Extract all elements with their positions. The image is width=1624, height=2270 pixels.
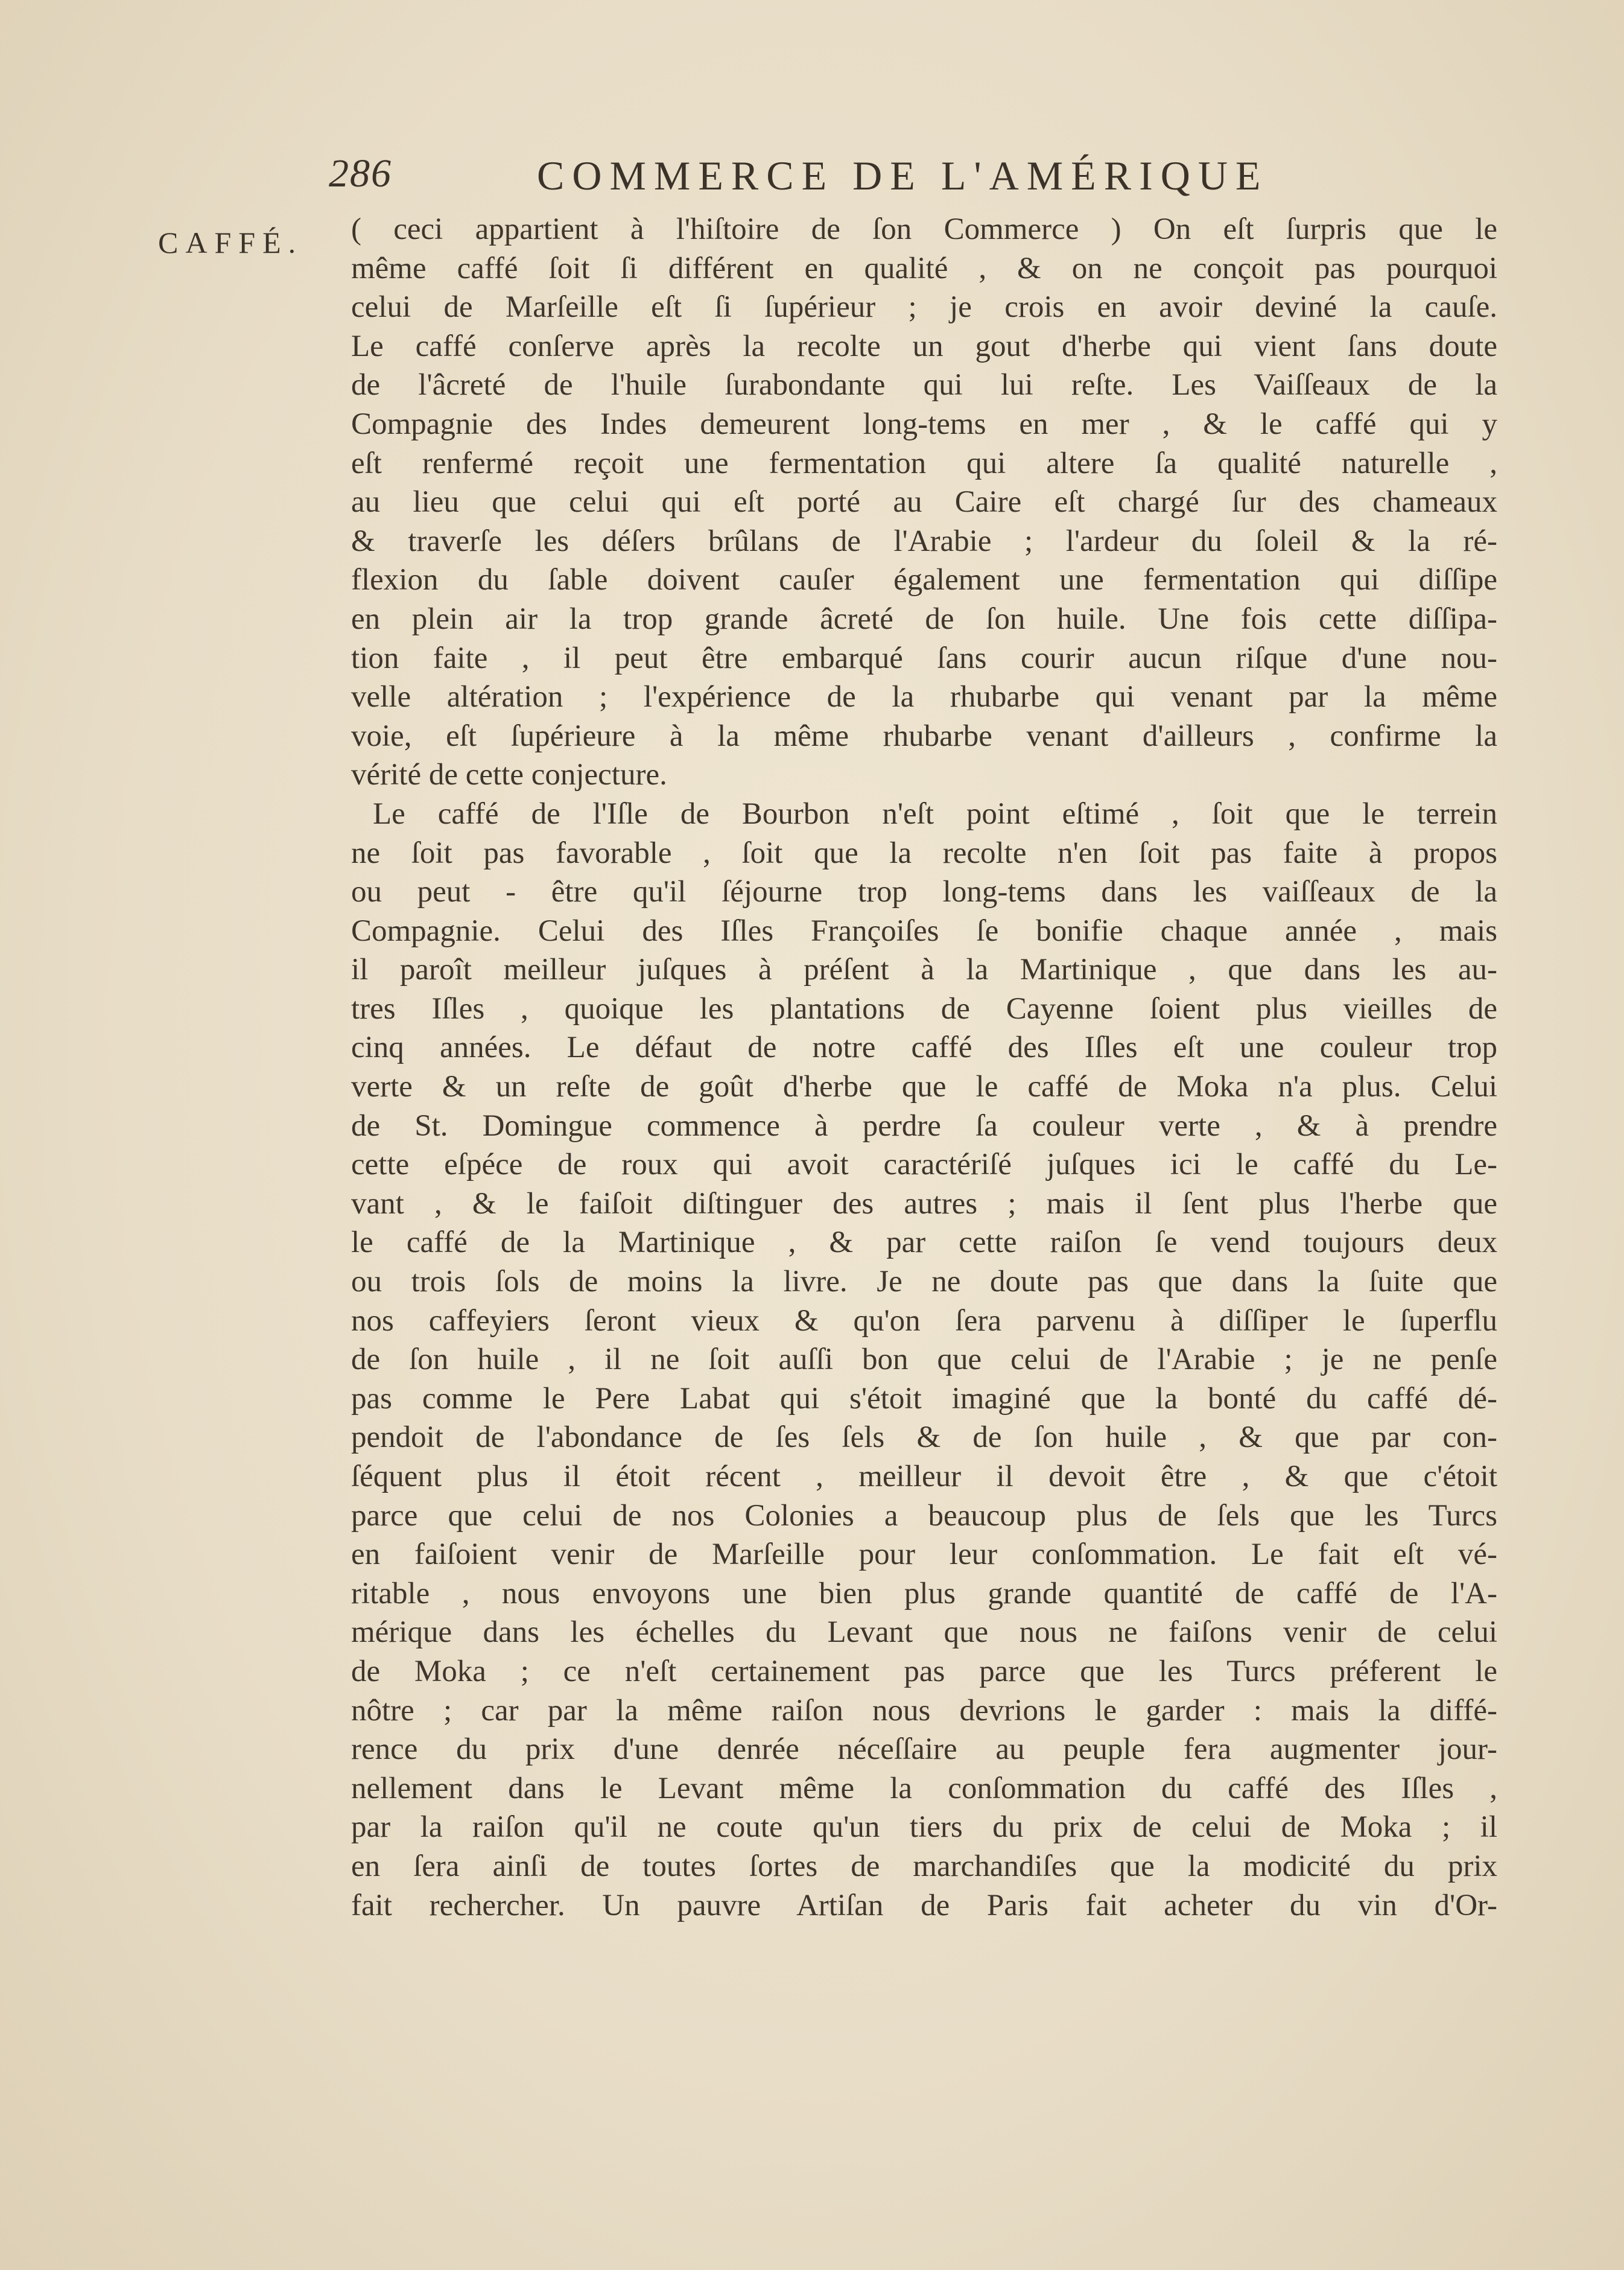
text-line: eſt renfermé reçoit une fermentation qui altere ſa qualité naturelle , — [351, 446, 1497, 480]
text-line: verte & un reſte de goût d'herbe que le caffé de Moka n'a plus. Celui — [351, 1070, 1497, 1104]
text-line: voie, eſt ſupérieure à la même rhubarbe venant d'ailleurs , confirme la — [351, 719, 1497, 753]
body-text — [351, 210, 1497, 1925]
text-line: fait rechercher. Un pauvre Artiſan de Paris fait acheter du vin d'Or- — [351, 1888, 1497, 1922]
text-line: & traverſe les déſers brûlans de l'Arabie ; l'ardeur du ſoleil & la ré- — [351, 524, 1497, 558]
text-line: Le caffé de l'Iſle de Bourbon n'eſt point eſtimé , ſoit que le terrein — [373, 796, 1497, 831]
text-line: Compagnie des Indes demeurent long-tems en mer , & le caffé qui y — [351, 407, 1497, 441]
text-line: parce que celui de nos Colonies a beaucoup plus de ſels que les Turcs — [351, 1498, 1497, 1533]
text-line: Compagnie. Celui des Iſles Françoiſes ſe bonifie chaque année , mais — [351, 914, 1497, 948]
text-line: le caffé de la Martinique , & par cette raiſon ſe vend toujours deux — [351, 1226, 1497, 1260]
text-line: velle altération ; l'expérience de la rhubarbe qui venant par la même — [351, 680, 1497, 714]
text-line: en plein air la trop grande âcreté de ſon huile. Une fois cette diſſipa- — [351, 602, 1497, 636]
text-line: de Moka ; ce n'eſt certainement pas parce que les Turcs préferent le — [351, 1654, 1497, 1688]
text-line: nos caffeyiers ſeront vieux & qu'on ſera parvenu à diſſiper le ſuperflu — [351, 1303, 1497, 1338]
text-line: tres Iſles , quoique les plantations de Cayenne ſoient plus vieilles de — [351, 991, 1497, 1026]
text-line: rence du prix d'une denrée néceſſaire au peuple fera augmenter jour- — [351, 1732, 1497, 1767]
paragraph-2 — [351, 795, 1497, 1925]
text-line: de l'âcreté de l'huile ſurabondante qui lui reſte. Les Vaiſſeaux de la — [351, 368, 1497, 402]
text-line: flexion du ſable doivent cauſer également une fermentation qui diſſipe — [351, 563, 1497, 597]
text-line: nôtre ; car par la même raiſon nous devrions le garder : mais la diffé- — [351, 1693, 1497, 1728]
page-header — [329, 139, 1366, 205]
text-line: par la raiſon qu'il ne coute qu'un tiers du prix de celui de Moka ; il — [351, 1810, 1497, 1845]
text-line: en ſera ainſi de toutes ſortes de marchandiſes que la modicité du prix — [351, 1849, 1497, 1883]
text-line: pas comme le Pere Labat qui s'étoit imaginé que la bonté du caffé dé- — [351, 1381, 1497, 1416]
text-line: celui de Marſeille eſt ſi ſupérieur ; je crois en avoir deviné la cauſe. — [351, 290, 1497, 325]
paragraph-1 — [351, 210, 1497, 795]
text-line: ou peut - être qu'il ſéjourne trop long-tems dans les vaiſſeaux de la — [351, 875, 1497, 909]
text-line: Le caffé conſerve après la recolte un gout d'herbe qui vient ſans doute — [351, 329, 1497, 363]
text-line: au lieu que celui qui eſt porté au Caire eſt chargé ſur des chameaux — [351, 485, 1497, 520]
text-line: pendoit de l'abondance de ſes ſels & de ſon huile , & que par con- — [351, 1420, 1497, 1455]
text-line: de St. Domingue commence à perdre ſa couleur verte , & à prendre — [351, 1108, 1497, 1143]
text-line: vant , & le faiſoit diſtinguer des autres ; mais il ſent plus l'herbe que — [351, 1186, 1497, 1221]
text-line: ſéquent plus il étoit récent , meilleur il devoit être , & que c'étoit — [351, 1460, 1497, 1493]
text-line: de ſon huile , il ne ſoit auſſi bon que celui de l'Arabie ; je ne penſe — [351, 1343, 1497, 1377]
text-line: il paroît meilleur juſques à préſent à la Martinique , que dans les au- — [351, 953, 1497, 987]
running-title: COMMERCE DE L'AMÉRIQUE — [537, 153, 1269, 199]
text-line: ( ceci appartient à l'hiſtoire de ſon Commerce ) On eſt ſurpris que le — [351, 212, 1497, 246]
text-line: mérique dans les échelles du Levant que nous ne faiſons venir de celui — [351, 1615, 1497, 1650]
text-line: tion faite , il peut être embarqué ſans courir aucun riſque d'une nou- — [351, 641, 1497, 675]
text-line: ritable , nous envoyons une bien plus grande quantité de caffé de l'A- — [351, 1576, 1497, 1610]
text-line: cette eſpéce de roux qui avoit caractériſé juſques ici le caffé du Le- — [351, 1148, 1497, 1182]
text-line: nellement dans le Levant même la conſommation du caffé des Iſles , — [351, 1771, 1497, 1805]
text-line: vérité de cette conjecture. — [351, 758, 667, 792]
text-line: ou trois ſols de moins la livre. Je ne doute pas que dans la ſuite que — [351, 1265, 1497, 1299]
text-line: ne ſoit pas favorable , ſoit que la recolte n'en ſoit pas faite à propos — [351, 836, 1497, 870]
text-line: en faiſoient venir de Marſeille pour leur conſommation. Le fait eſt vé- — [351, 1537, 1497, 1572]
text-line: même caffé ſoit ſi différent en qualité , & on ne conçoit pas pourquoi — [351, 251, 1497, 285]
margin-note: CAFFÉ. — [158, 226, 303, 259]
text-line: cinq années. Le défaut de notre caffé des Iſles eſt une couleur trop — [351, 1031, 1497, 1065]
page-number: 286 — [329, 151, 392, 196]
